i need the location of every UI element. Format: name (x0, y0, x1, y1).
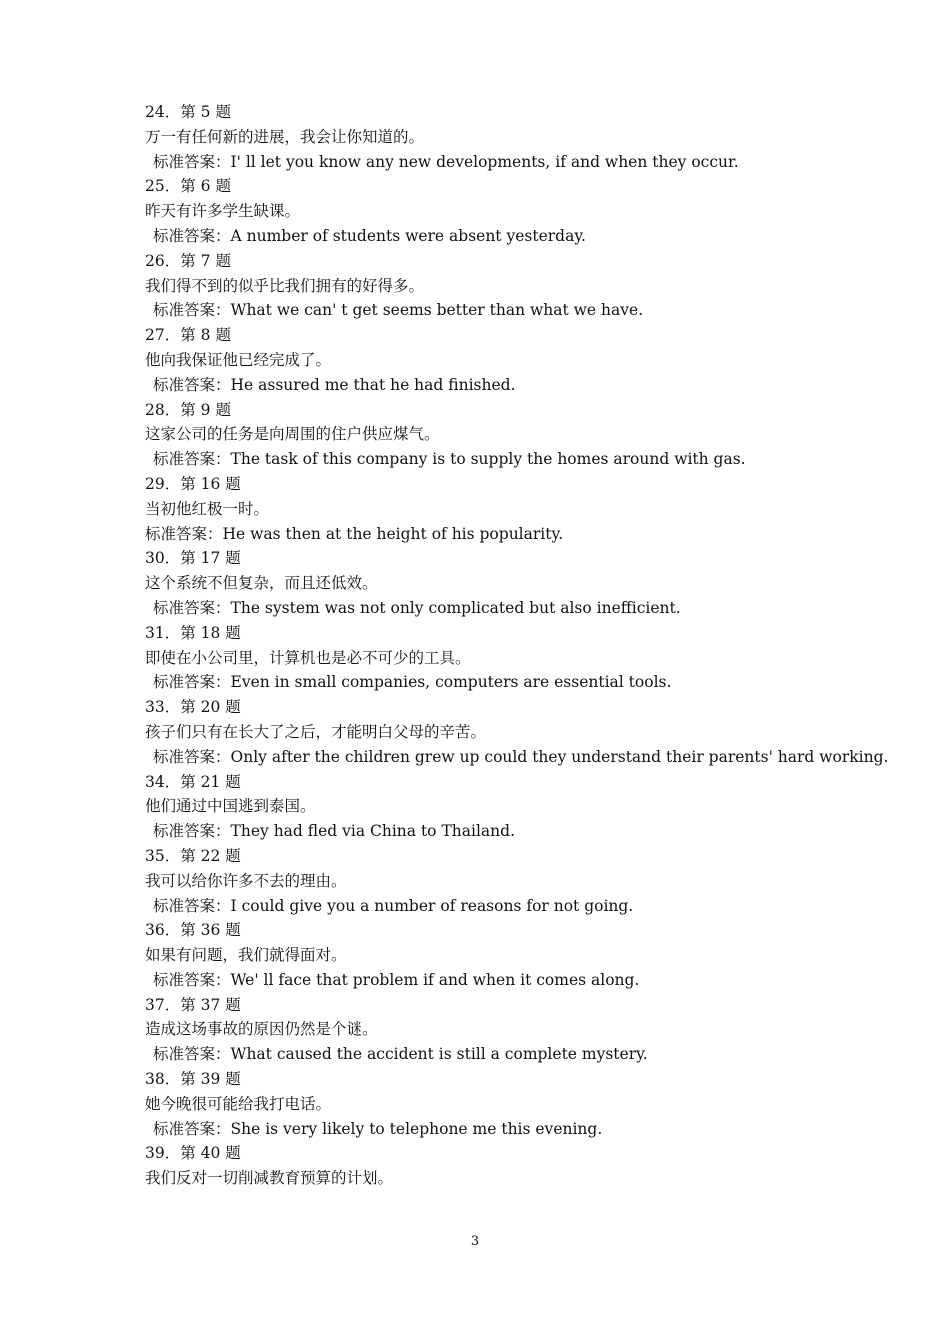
question-text: 他们通过中国逃到泰国。 (145, 797, 316, 816)
question-header: 39．第 40 题 (145, 1144, 241, 1163)
question-text: 我们反对一切削减教育预算的计划。 (145, 1169, 394, 1188)
answer-label: 标准答案： (153, 822, 231, 841)
question-header: 37．第 37 题 (145, 995, 241, 1014)
answer-text: Only after the children grew up could they understand their parents' hard working. (230, 747, 889, 766)
question-header: 26．第 7 题 (145, 251, 231, 270)
question-text: 万一有任何新的进展，我会让你知道的。 (145, 127, 425, 146)
question-header: 29．第 16 题 (145, 474, 241, 493)
question-text: 孩子们只有在长大了之后，才能明白父母的辛苦。 (145, 722, 487, 741)
answer-line (145, 298, 845, 323)
answer-text: He was then at the height of his popularity. (222, 524, 564, 543)
answer-line (145, 1117, 845, 1142)
question-item (145, 100, 845, 174)
question-text: 造成这场事故的原因仍然是个谜。 (145, 1020, 378, 1039)
question-header: 28．第 9 题 (145, 400, 231, 419)
answer-text: He assured me that he had finished. (230, 375, 516, 394)
answer-line (145, 670, 845, 695)
answer-label: 标准答案： (153, 152, 231, 171)
question-header: 25．第 6 题 (145, 177, 231, 196)
answer-label: 标准答案： (153, 747, 231, 766)
question-header: 35．第 22 题 (145, 846, 241, 865)
answer-text: I' ll let you know any new developments, if and when they occur. (230, 152, 739, 171)
question-item (145, 1067, 845, 1141)
question-header: 24．第 5 题 (145, 103, 231, 121)
page-number: 3 (470, 1234, 480, 1249)
answer-line (145, 596, 845, 621)
question-text: 这个系统不但复杂，而且还低效。 (145, 574, 378, 593)
question-item (145, 993, 845, 1067)
answer-label: 标准答案： (153, 970, 231, 989)
question-item (145, 472, 845, 546)
answer-text: What we can' t get seems better than what we have. (230, 301, 644, 320)
answer-label: 标准答案： (153, 1119, 231, 1138)
answer-text: What caused the accident is still a complete mystery. (230, 1045, 648, 1064)
question-text: 昨天有许多学生缺课。 (145, 202, 301, 221)
answer-label: 标准答案： (153, 673, 231, 692)
question-header: 30．第 17 题 (145, 549, 241, 568)
answer-line (145, 819, 845, 844)
answer-text: The system was not only complicated but also inefficient. (230, 598, 681, 617)
answer-label: 标准答案： (153, 896, 231, 915)
question-item (145, 770, 845, 844)
answer-line (145, 150, 845, 175)
question-item (145, 546, 845, 620)
question-header: 36．第 36 题 (145, 921, 241, 940)
question-text: 这家公司的任务是向周围的住户供应煤气。 (145, 425, 440, 444)
answer-label: 标准答案： (153, 226, 231, 245)
answer-line (145, 373, 845, 398)
answer-line (145, 745, 889, 770)
answer-label: 标准答案： (153, 450, 231, 469)
question-header: 33．第 20 题 (145, 698, 241, 717)
answer-text: The task of this company is to supply the homes around with gas. (230, 450, 746, 469)
question-item (145, 918, 845, 992)
question-text: 我可以给你许多不去的理由。 (145, 871, 347, 890)
answer-text: I could give you a number of reasons for not going. (230, 896, 634, 915)
answer-line (145, 968, 845, 993)
question-text: 他向我保证他已经完成了。 (145, 350, 332, 369)
question-item (145, 695, 889, 769)
question-item (145, 174, 845, 248)
question-header: 31．第 18 题 (145, 623, 241, 642)
question-item (145, 1141, 845, 1191)
question-text: 我们得不到的似乎比我们拥有的好得多。 (145, 276, 425, 295)
question-text: 即使在小公司里，计算机也是必不可少的工具。 (145, 648, 471, 667)
answer-text: Even in small companies, computers are essential tools. (230, 673, 672, 692)
answer-line (145, 1042, 845, 1067)
question-text: 她今晚很可能给我打电话。 (145, 1094, 332, 1113)
question-text: 当初他红极一时。 (145, 499, 270, 518)
answer-line (145, 447, 845, 472)
question-item (145, 249, 845, 323)
answer-label: 标准答案： (153, 301, 231, 320)
answer-line (145, 522, 845, 547)
answer-label: 标准答案： (153, 1045, 231, 1064)
answer-text: She is very likely to telephone me this evening. (230, 1119, 603, 1138)
question-item (145, 621, 845, 695)
question-header: 27．第 8 题 (145, 326, 231, 345)
answer-text: We' ll face that problem if and when it comes along. (230, 970, 640, 989)
question-item (145, 398, 845, 472)
answer-line (145, 224, 845, 249)
answer-text: A number of students were absent yesterday. (230, 226, 586, 245)
document-body (145, 100, 889, 1191)
answer-line (145, 894, 845, 919)
question-item (145, 844, 845, 918)
answer-label: 标准答案： (153, 598, 231, 617)
answer-label: 标准答案： (145, 524, 223, 543)
question-header: 34．第 21 题 (145, 772, 241, 791)
question-item (145, 323, 845, 397)
question-header: 38．第 39 题 (145, 1070, 241, 1089)
answer-text: They had fled via China to Thailand. (230, 822, 515, 841)
answer-label: 标准答案： (153, 375, 231, 394)
question-text: 如果有问题，我们就得面对。 (145, 946, 347, 965)
